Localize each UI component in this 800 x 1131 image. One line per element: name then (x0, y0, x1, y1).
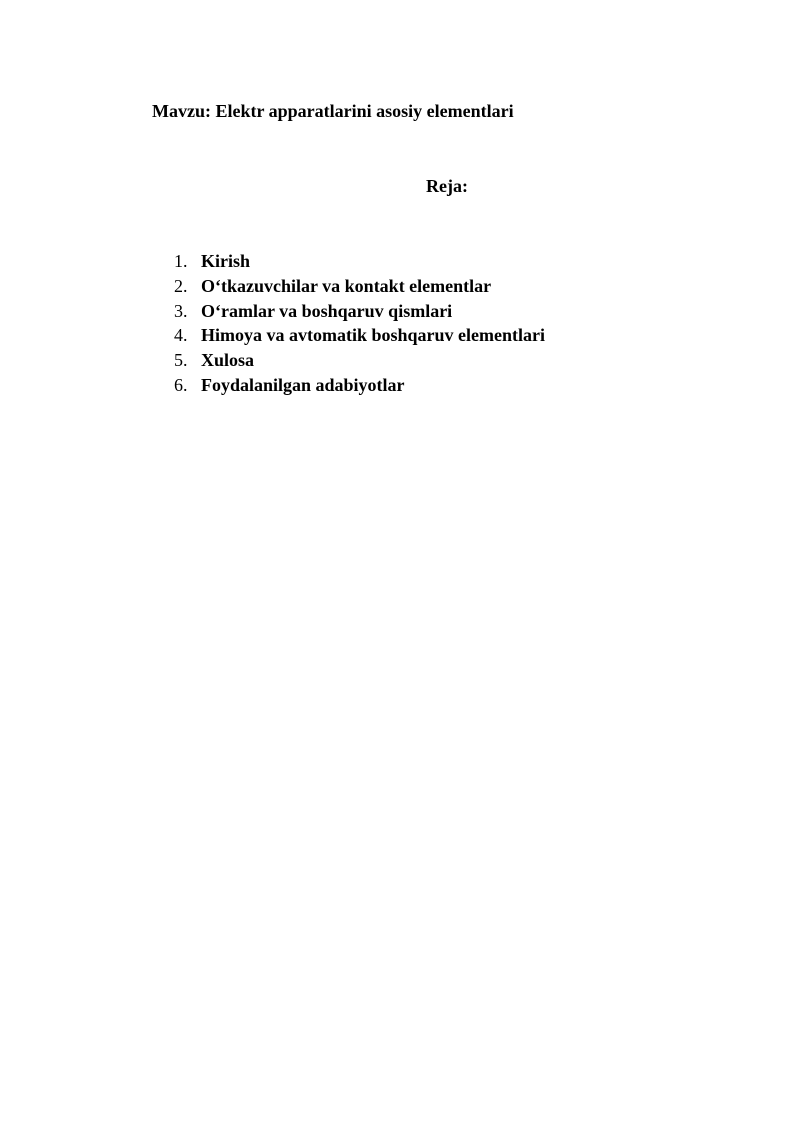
document-topic: Mavzu: Elektr apparatlarini asosiy elementlari (152, 101, 514, 121)
plan-item-text: Kirish (201, 251, 251, 271)
plan-item-text: Foydalanilgan adabiyotlar (201, 374, 405, 395)
plan-item-text: O‘tkazuvchilar va kontakt elementlar (201, 275, 492, 296)
plan-item-text: Himoya va avtomatik boshqaruv elementlari (201, 325, 545, 346)
plan-list (174, 251, 545, 400)
plan-item-number: 3. (174, 300, 188, 321)
plan-item-number: 1. (174, 251, 188, 271)
plan-item-3 (174, 301, 545, 326)
plan-item-text: O‘ramlar va boshqaruv qismlari (201, 300, 453, 321)
plan-item-5 (174, 350, 545, 375)
plan-item-number: 5. (174, 350, 188, 371)
plan-item-number: 2. (174, 275, 188, 296)
plan-item-4 (174, 325, 545, 350)
plan-item-1 (174, 251, 545, 276)
plan-item-number: 6. (174, 374, 188, 395)
plan-item-6 (174, 375, 545, 400)
plan-item-text: Xulosa (201, 350, 255, 371)
plan-heading: Reja: (426, 176, 468, 196)
plan-item-2 (174, 276, 545, 301)
plan-item-number: 4. (174, 325, 188, 346)
